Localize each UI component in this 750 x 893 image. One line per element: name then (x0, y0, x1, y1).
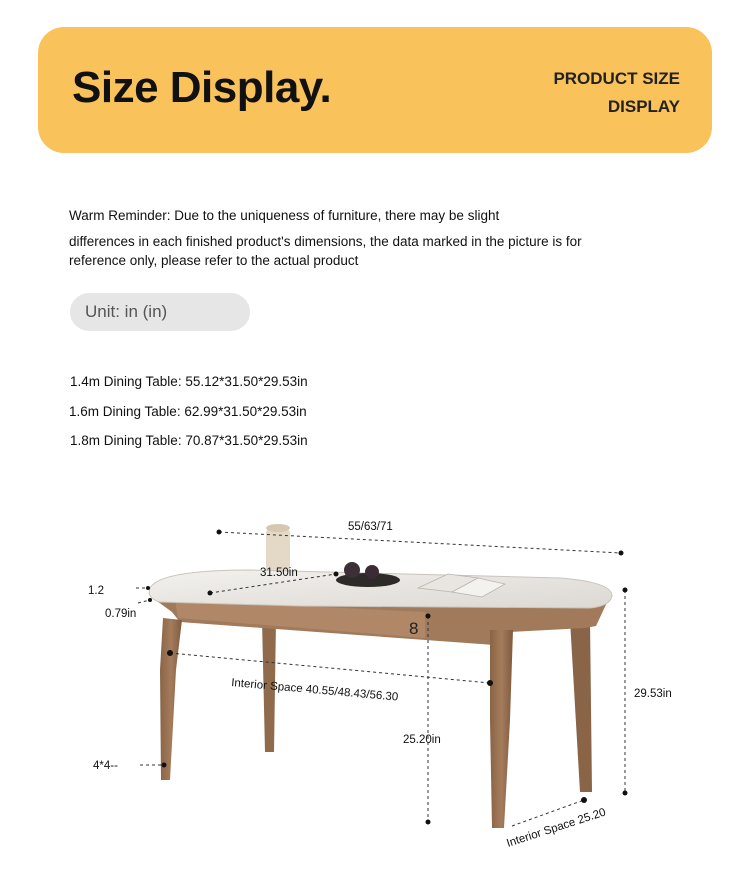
page-title: Size Display. (72, 63, 332, 112)
unit-label: Unit: in (in) (85, 302, 168, 321)
header-banner (38, 27, 712, 153)
size-item-1800: 1.8m Dining Table: 70.87*31.50*29.53in (70, 433, 308, 448)
size-item-1600: 1.6m Dining Table: 62.99*31.50*29.53in (69, 403, 307, 419)
reminder-line2: differences in each finished product's dimensions, the data marked in the picture is for (69, 234, 582, 249)
table-dimension-diagram (0, 470, 750, 890)
label-interior-length: Interior Space 40.55/48.43/56.30 (230, 677, 399, 704)
banner-subtitle (480, 65, 680, 121)
label-marker: 8 (409, 619, 419, 638)
label-apron-height: 0.79in (105, 608, 137, 620)
label-interior-width: Interior Space 25.20 (505, 806, 608, 850)
label-height: 29.53in (634, 688, 672, 700)
reminder-line3: reference only, please refer to the actual product (69, 253, 359, 268)
warm-reminder (69, 206, 582, 270)
label-width: 31.50in (260, 567, 298, 579)
banner-subtitle-line2: DISPLAY (607, 97, 680, 116)
size-item-1400: 1.4m Dining Table: 55.12*31.50*29.53in (70, 374, 308, 389)
size-list (70, 372, 308, 461)
reminder-line1: Warm Reminder: Due to the uniqueness of furniture, there may be slight (69, 208, 500, 223)
table-back-legs (262, 620, 592, 792)
label-length: 55/63/71 (348, 521, 393, 533)
label-top-thickness: 1.2 (88, 585, 104, 597)
banner-subtitle-line1: PRODUCT SIZE (553, 69, 680, 88)
table-front-legs (160, 618, 513, 828)
label-leg-clearance: 25.20in (403, 734, 441, 746)
label-leg-section: 4*4-- (93, 760, 118, 772)
unit-badge (70, 293, 250, 331)
